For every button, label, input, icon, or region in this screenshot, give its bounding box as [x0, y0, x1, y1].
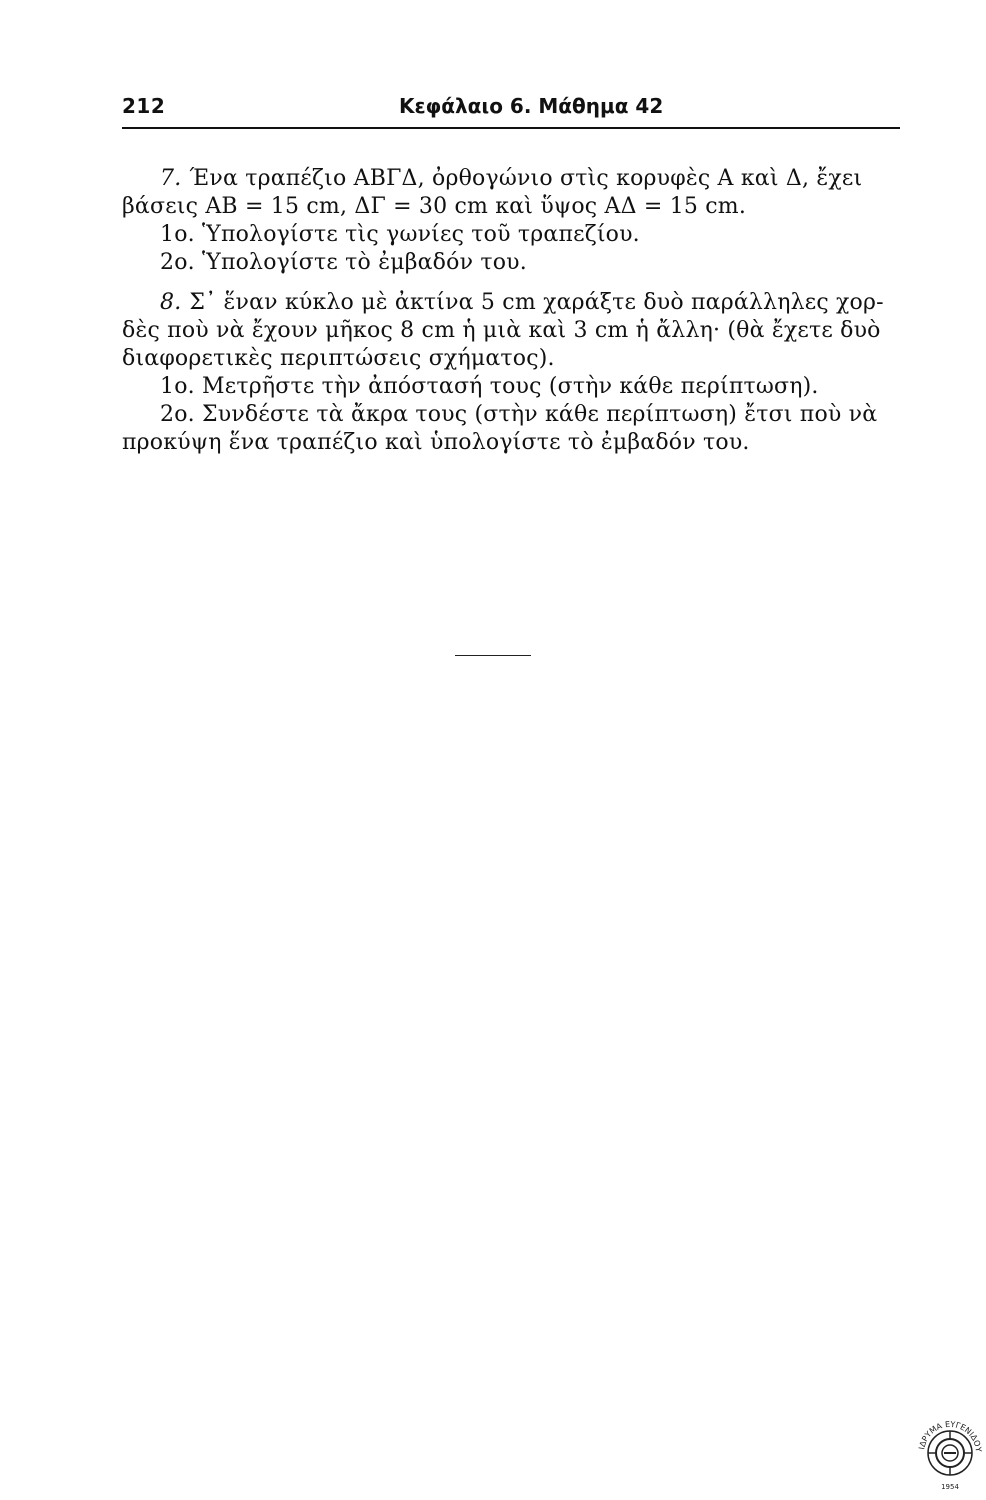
foundation-seal-logo: [914, 1413, 986, 1493]
exercise-8-number: 8.: [160, 290, 182, 315]
header-rule: [122, 127, 900, 129]
exercise-7-question-1: 1ο. Ὑπολογίστε τὶς γωνίες τοῦ τραπεζίου.: [160, 222, 640, 247]
page-number: 212: [122, 94, 166, 118]
exercise-8-line-2: δὲς ποὺ νὰ ἔχουν μῆκος 8 cm ἡ μιὰ καὶ 3 cm ἡ ἄλλη· (θὰ ἔχετε δυὸ: [122, 318, 881, 343]
exercise-7-line-1: [160, 166, 862, 191]
exercise-7-line-2: βάσεις ΑΒ = 15 cm, ΔΓ = 30 cm καὶ ὕψος ΑΔ = 15 cm.: [122, 194, 747, 219]
seal-year: 1954: [941, 1483, 959, 1491]
seal-text: ΙΔΡΥΜΑ ΕΥΓΕΝΙΔΟΥ: [917, 1419, 984, 1453]
section-end-rule: [455, 655, 531, 656]
exercise-8-line-1: [160, 290, 884, 315]
running-head: Κεφάλαιο 6. Μάθημα 42: [399, 94, 664, 118]
exercise-8-question-2-line-1: 2ο. Συνδέστε τὰ ἄκρα τους (στὴν κάθε περίπτωση) ἔτσι ποὺ νὰ: [160, 402, 878, 427]
exercise-8-question-1: 1ο. Μετρῆστε τὴν ἀπόστασή τους (στὴν κάθε περίπτωση).: [160, 374, 819, 399]
exercise-8-question-2-line-2: προκύψη ἕνα τραπέζιο καὶ ὑπολογίστε τὸ ἐμβαδόν του.: [122, 430, 750, 455]
exercise-8-line-3: διαφορετικὲς περιπτώσεις σχήματος).: [122, 346, 555, 371]
exercise-8-text-1: Σ᾽ ἕναν κύκλο μὲ ἀκτίνα 5 cm χαράξτε δυὸ παράλληλες χορ-: [189, 290, 884, 315]
exercise-7-text-1: Ένα τραπέζιο ΑΒΓΔ, ὀρθογώνιο στὶς κορυφὲς Α καὶ Δ, ἔχει: [189, 166, 863, 191]
exercise-7-number: 7.: [160, 166, 182, 191]
page-header: [122, 94, 902, 128]
exercise-7-question-2: 2ο. Ὑπολογίστε τὸ ἐμβαδόν του.: [160, 250, 527, 275]
